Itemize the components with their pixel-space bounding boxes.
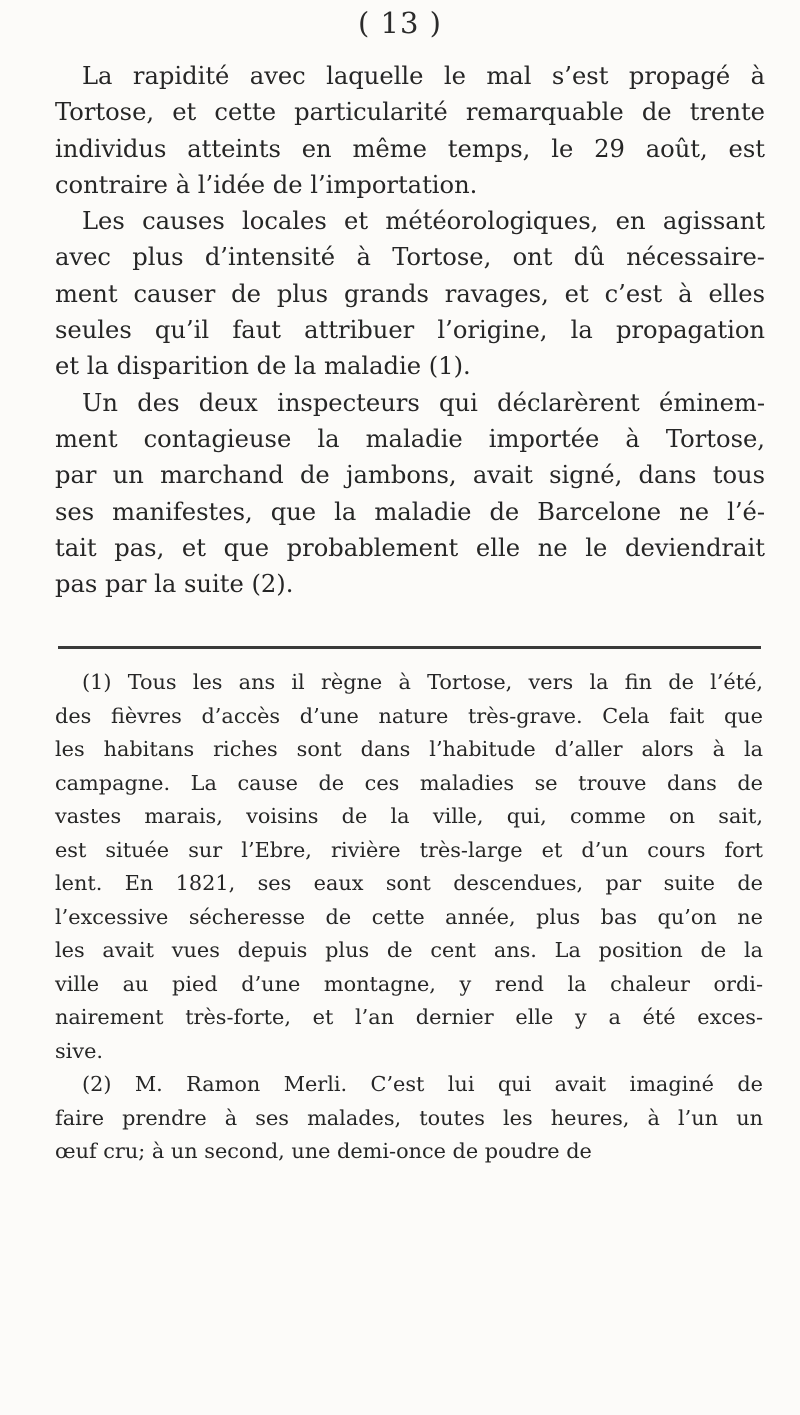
footnote-line: ville au pied d’une montagne, y rend la chaleur ordi-	[55, 971, 763, 996]
page-number: ( 13 )	[358, 6, 442, 40]
text-line: individus atteints en même temps, le 29 août, est	[55, 134, 765, 163]
text-line: Tortose, et cette particularité remarquable de trente	[55, 98, 765, 127]
footnote-line: (1) Tous les ans il règne à Tortose, vers la fin de l’été,	[82, 670, 763, 694]
footnote-line: campagne. La cause de ces maladies se trouve dans de	[55, 770, 763, 795]
text-line: La rapidité avec laquelle le mal s’est propagé à	[82, 62, 765, 90]
text-line: ment causer de plus grands ravages, et c’est à elles	[55, 279, 765, 308]
footnote-line: faire prendre à ses malades, toutes les heures, à l’un un	[55, 1105, 763, 1130]
text-line: par un marchand de jambons, avait signé, dans tous	[55, 461, 765, 490]
text-line: Un des deux inspecteurs qui déclarèrent éminem-	[82, 388, 765, 417]
footnote-separator	[58, 646, 761, 649]
footnote-1	[55, 666, 763, 1068]
text-line: ses manifestes, que la maladie de Barcelone ne l’é-	[55, 497, 765, 526]
paragraph-1	[55, 58, 765, 203]
text-line: seules qu’il faut attribuer l’origine, la propagation	[55, 316, 765, 345]
paragraph-3	[55, 385, 765, 603]
text-line: pas par la suite (2).	[55, 570, 294, 599]
text-line: avec plus d’intensité à Tortose, ont dû nécessaire-	[55, 243, 765, 272]
footnote-line: (2) M. Ramon Merli. C’est lui qui avait imaginé de	[82, 1072, 763, 1096]
footnote-line: des fièvres d’accès d’une nature très-grave. Cela fait que	[55, 703, 763, 728]
text-line: ment contagieuse la maladie importée à Tortose,	[55, 424, 765, 453]
footnotes	[55, 666, 763, 1169]
footnote-line: l’excessive sécheresse de cette année, plus bas qu’on ne	[55, 904, 763, 929]
footnote-line: sive.	[55, 1038, 103, 1063]
footnote-line: est située sur l’Ebre, rivière très-large et d’un cours fort	[55, 837, 763, 862]
main-text	[55, 58, 765, 602]
text-line: tait pas, et que probablement elle ne le deviendrait	[55, 533, 765, 562]
text-line: Les causes locales et météorologiques, en agissant	[82, 207, 765, 236]
footnote-line: lent. En 1821, ses eaux sont descendues, par suite de	[55, 871, 763, 895]
text-line: contraire à l’idée de l’importation.	[55, 170, 478, 199]
footnote-line: vastes marais, voisins de la ville, qui, comme on sait,	[55, 804, 763, 828]
paragraph-2	[55, 203, 765, 384]
footnote-2	[55, 1068, 763, 1169]
footnote-line: nairement très-forte, et l’an dernier elle y a été exces-	[55, 1005, 763, 1029]
footnote-line: les avait vues depuis plus de cent ans. La position de la	[55, 938, 763, 962]
text-line: et la disparition de la maladie (1).	[55, 352, 471, 381]
footnote-line: les habitans riches sont dans l’habitude d’aller alors à la	[55, 737, 763, 761]
footnote-line: œuf cru; à un second, une demi-once de poudre de	[55, 1139, 592, 1163]
